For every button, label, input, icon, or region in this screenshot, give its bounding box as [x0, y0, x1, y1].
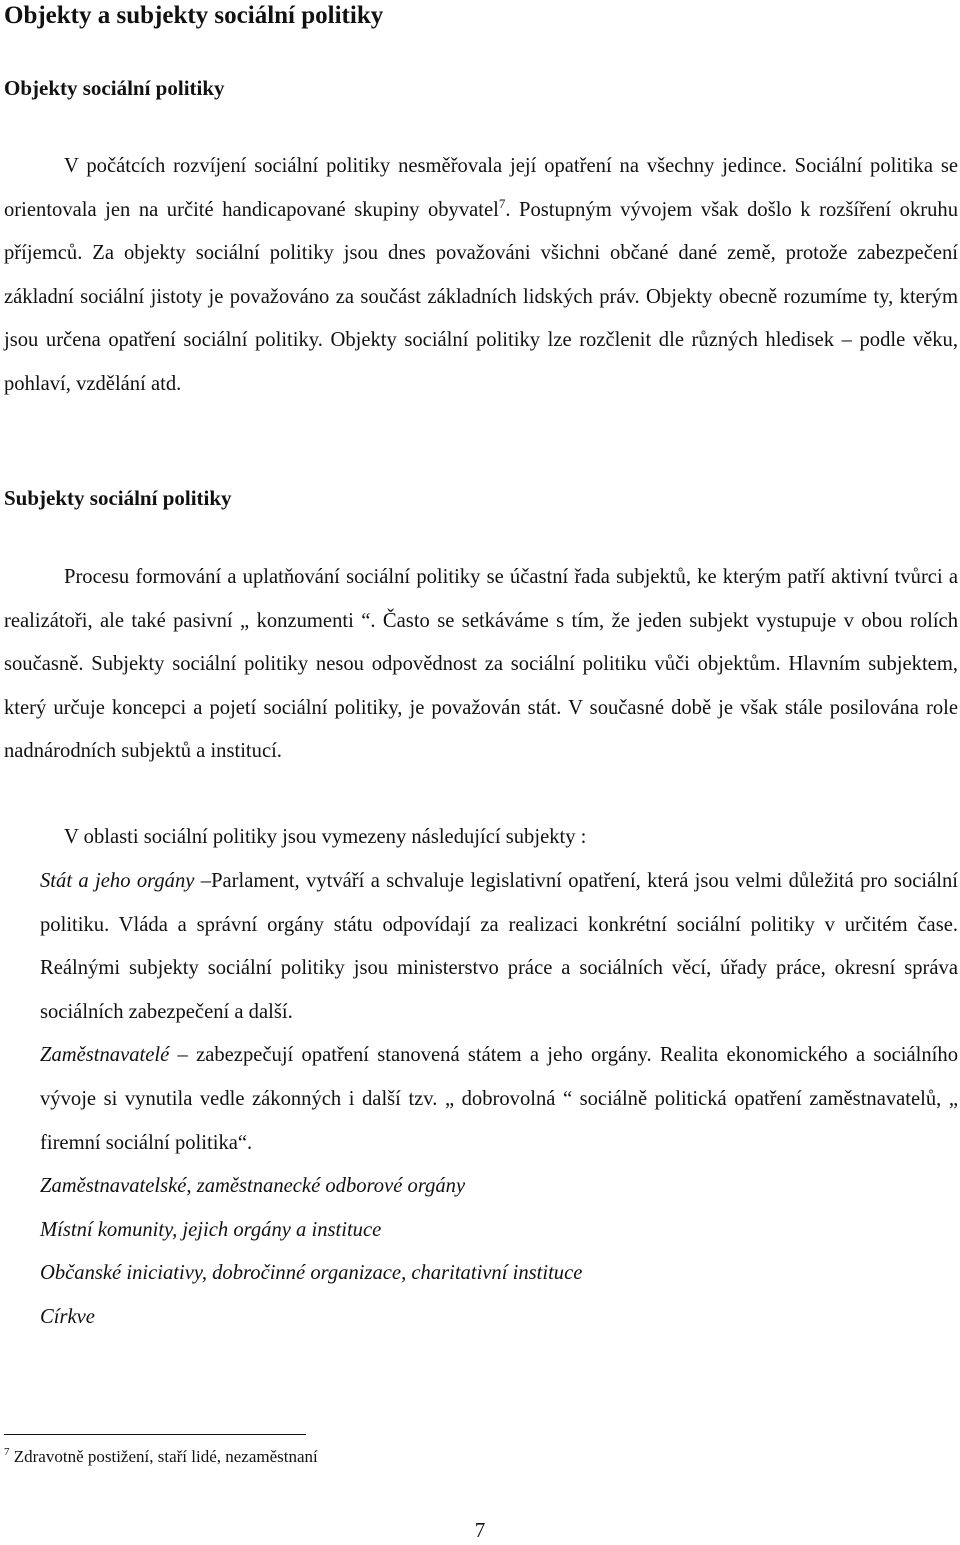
paragraph-subjects-intro: V oblasti sociální politiky jsou vymezeny následující subjekty :: [64, 826, 587, 848]
paragraph-subjects: Procesu formování a uplatňování sociální politiky se účastní řada subjektů, ke kterým patří aktivní tvůrci a realizátoři, ale také pasivní „ konzumenti “. Často se setkáváme s tím, že jeden subjekt vystupuje v obou rolích současně. Subjekty sociální politiky nesou odpovědnost za sociální politiku vůči objektům. Hlavním subjektem, který určuje koncepci a pojetí sociální politiky, je považován stát. V současné době je však stále posilována role nadnárodních subjektů a institucí.: [4, 566, 958, 763]
list-item: Církve: [40, 1305, 95, 1328]
section-heading-objects: Objekty sociální politiky: [4, 76, 225, 100]
list-item-text: –Parlament, vytváří a schvaluje legislativní opatření, která jsou velmi důležitá pro sociální politiku. Vláda a správní orgány státu odpovídají za realizaci konkrétní sociální politiky v určitém čase. Reálnými subjekty sociální politiky jsou ministerstvo práce a sociálních věcí, úřady práce, okresní správa sociálních zabezpečení a další.: [40, 870, 958, 1023]
paragraph-objects-part2: . Postupným vývojem však došlo k rozšíření okruhu příjemců. Za objekty sociální politiky jsou dnes považováni všichni občané dané země, protože zabezpečení základní sociální jistoty je považováno za součást základních lidských práv. Objekty obecně rozumíme ty, kterým jsou určena opatření sociální politiky. Objekty sociální politiky lze rozčlenit dle různých hledisek – podle věku, pohlaví, vzdělání atd.: [4, 198, 958, 395]
list-item: [40, 1034, 958, 1165]
list-item: [40, 860, 958, 1034]
list-item: Zaměstnavatelské, zaměstnanecké odborové orgány: [40, 1175, 466, 1198]
list-item-text: – zabezpečují opatření stanovená státem a jeho orgány. Realita ekonomického a sociálního vývoje si vynutila vedle zákonných i další tzv. „ dobrovolná “ sociálně politická opatření zaměstnavatelů, „ firemní sociální politika“.: [40, 1044, 958, 1154]
list-item-label: Stát a jeho orgány: [40, 870, 195, 892]
list-item: Místní komunity, jejich orgány a instituce: [40, 1218, 382, 1241]
list-item: Občanské iniciativy, dobročinné organizace, charitativní instituce: [40, 1262, 583, 1285]
paragraph-objects-part1: V počátcích rozvíjení sociální politiky nesměřovala její opatření na všechny jedince. Sociální politika se orientovala jen na určité handicapované skupiny obyvatel: [4, 155, 958, 221]
list-item-label: Zaměstnavatelé: [40, 1044, 170, 1067]
footnote-reference: 7: [498, 195, 506, 211]
section-heading-subjects: Subjekty sociální politiky: [4, 486, 232, 510]
subjects-list: [40, 860, 958, 1340]
footnote-divider: [4, 1434, 306, 1435]
paragraph-objects: [4, 145, 958, 407]
page-title: Objekty a subjekty sociální politiky: [4, 2, 384, 29]
page-number: 7: [474, 1518, 486, 1542]
footnote-number: 7: [4, 1446, 10, 1458]
footnote-text: Zdravotně postižení, staří lidé, nezaměstnaní: [13, 1447, 318, 1466]
footnote: [4, 1446, 318, 1468]
